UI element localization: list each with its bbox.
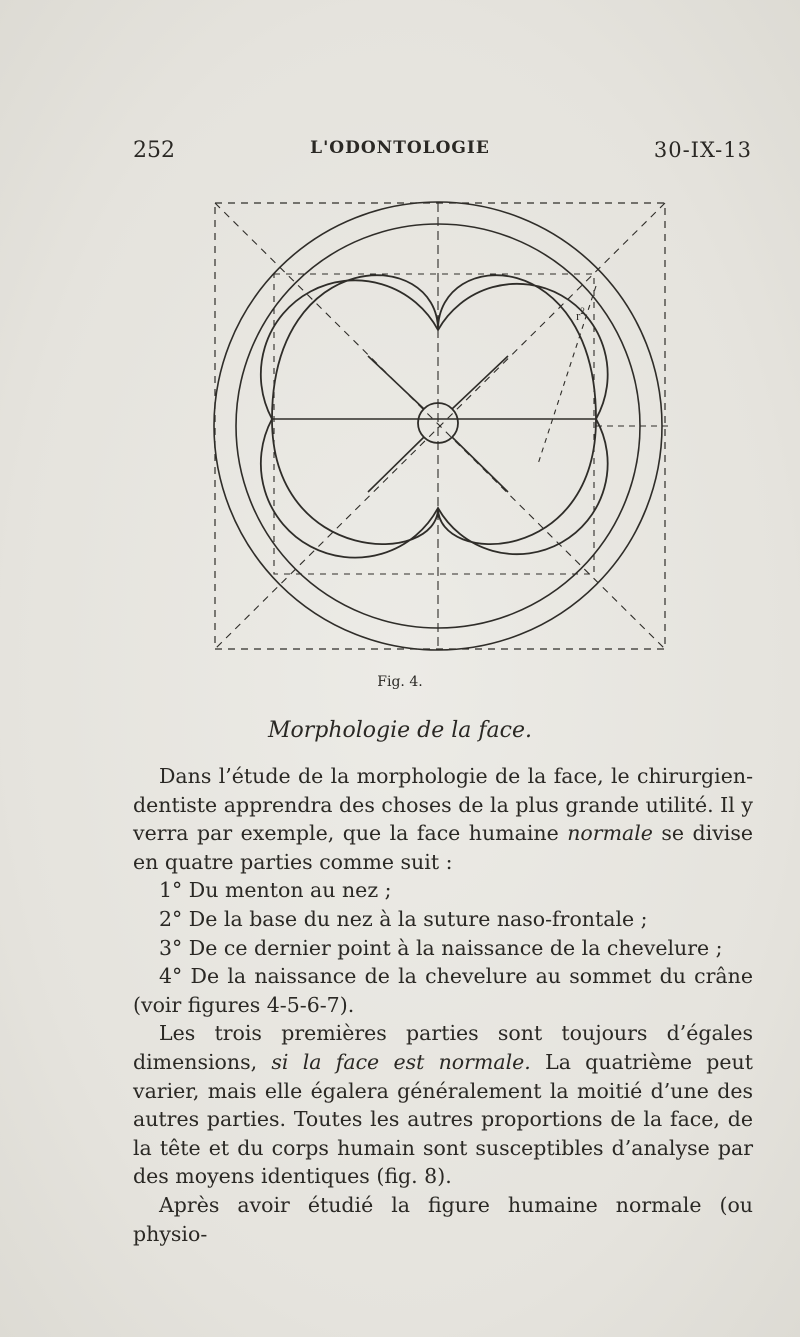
quatrefoil-lobe-bottom-left (272, 419, 438, 544)
emphasis-normale: normale (567, 821, 653, 846)
running-header (0, 138, 800, 168)
emphasis-si-normale: si la face est normale. (271, 1049, 531, 1074)
paragraph-proportions: Les trois premières parties sont toujours d’égales dimensions, si la face est normale. La quatrième peut varier, mais elle égalera généralement la moitié d’une des autres parties. Toutes les autres proportions de la face, de la tête et du corps humain sont susceptibles d’analyse par des moyens identiques (fig. 8). (133, 1021, 753, 1189)
running-title: L'ODONTOLOGIE (310, 138, 490, 158)
spoke (452, 356, 508, 409)
quatrefoil-lobe-bottom-right (438, 419, 596, 544)
issue-date: 30-IX-13 (653, 138, 752, 162)
quatrefoil-lobe-top-left (272, 275, 438, 419)
page-number: 252 (133, 138, 175, 163)
section-title: Morphologie de la face. (267, 718, 533, 743)
dashed-inner-square (274, 274, 594, 574)
figure-caption: Fig. 4. (377, 674, 423, 690)
spoke (452, 437, 508, 492)
geometric-figure (198, 186, 682, 662)
list-item-3: 3° De ce dernier point à la naissance de la chevelure ; (159, 935, 723, 960)
list-item-2: 2° De la base du nez à la suture naso-frontale ; (159, 906, 648, 931)
spoke (368, 437, 424, 492)
list-item-4: 4° De la naissance de la chevelure au sommet du crâne (voir figures 4-5-6-7). (133, 964, 753, 1017)
paragraph-intro: Dans l’étude de la morphologie de la face, le chirurgien-dentiste apprendra des choses de la plus grande utilité. Il y verra par exemple, que la face humaine normale se divise en quatre parties comme suit : (133, 764, 753, 874)
paragraph-final: Après avoir étudié la figure humaine normale (ou physio- (133, 1192, 753, 1246)
radius-label: $r^2$ (576, 306, 585, 323)
quatrefoil-lobe-top-right (438, 275, 596, 419)
quatrefoil-diagram (198, 186, 682, 662)
body-text (133, 762, 753, 1248)
spoke (368, 356, 424, 409)
list-item-1: 1° Du menton au nez ; (159, 878, 392, 903)
